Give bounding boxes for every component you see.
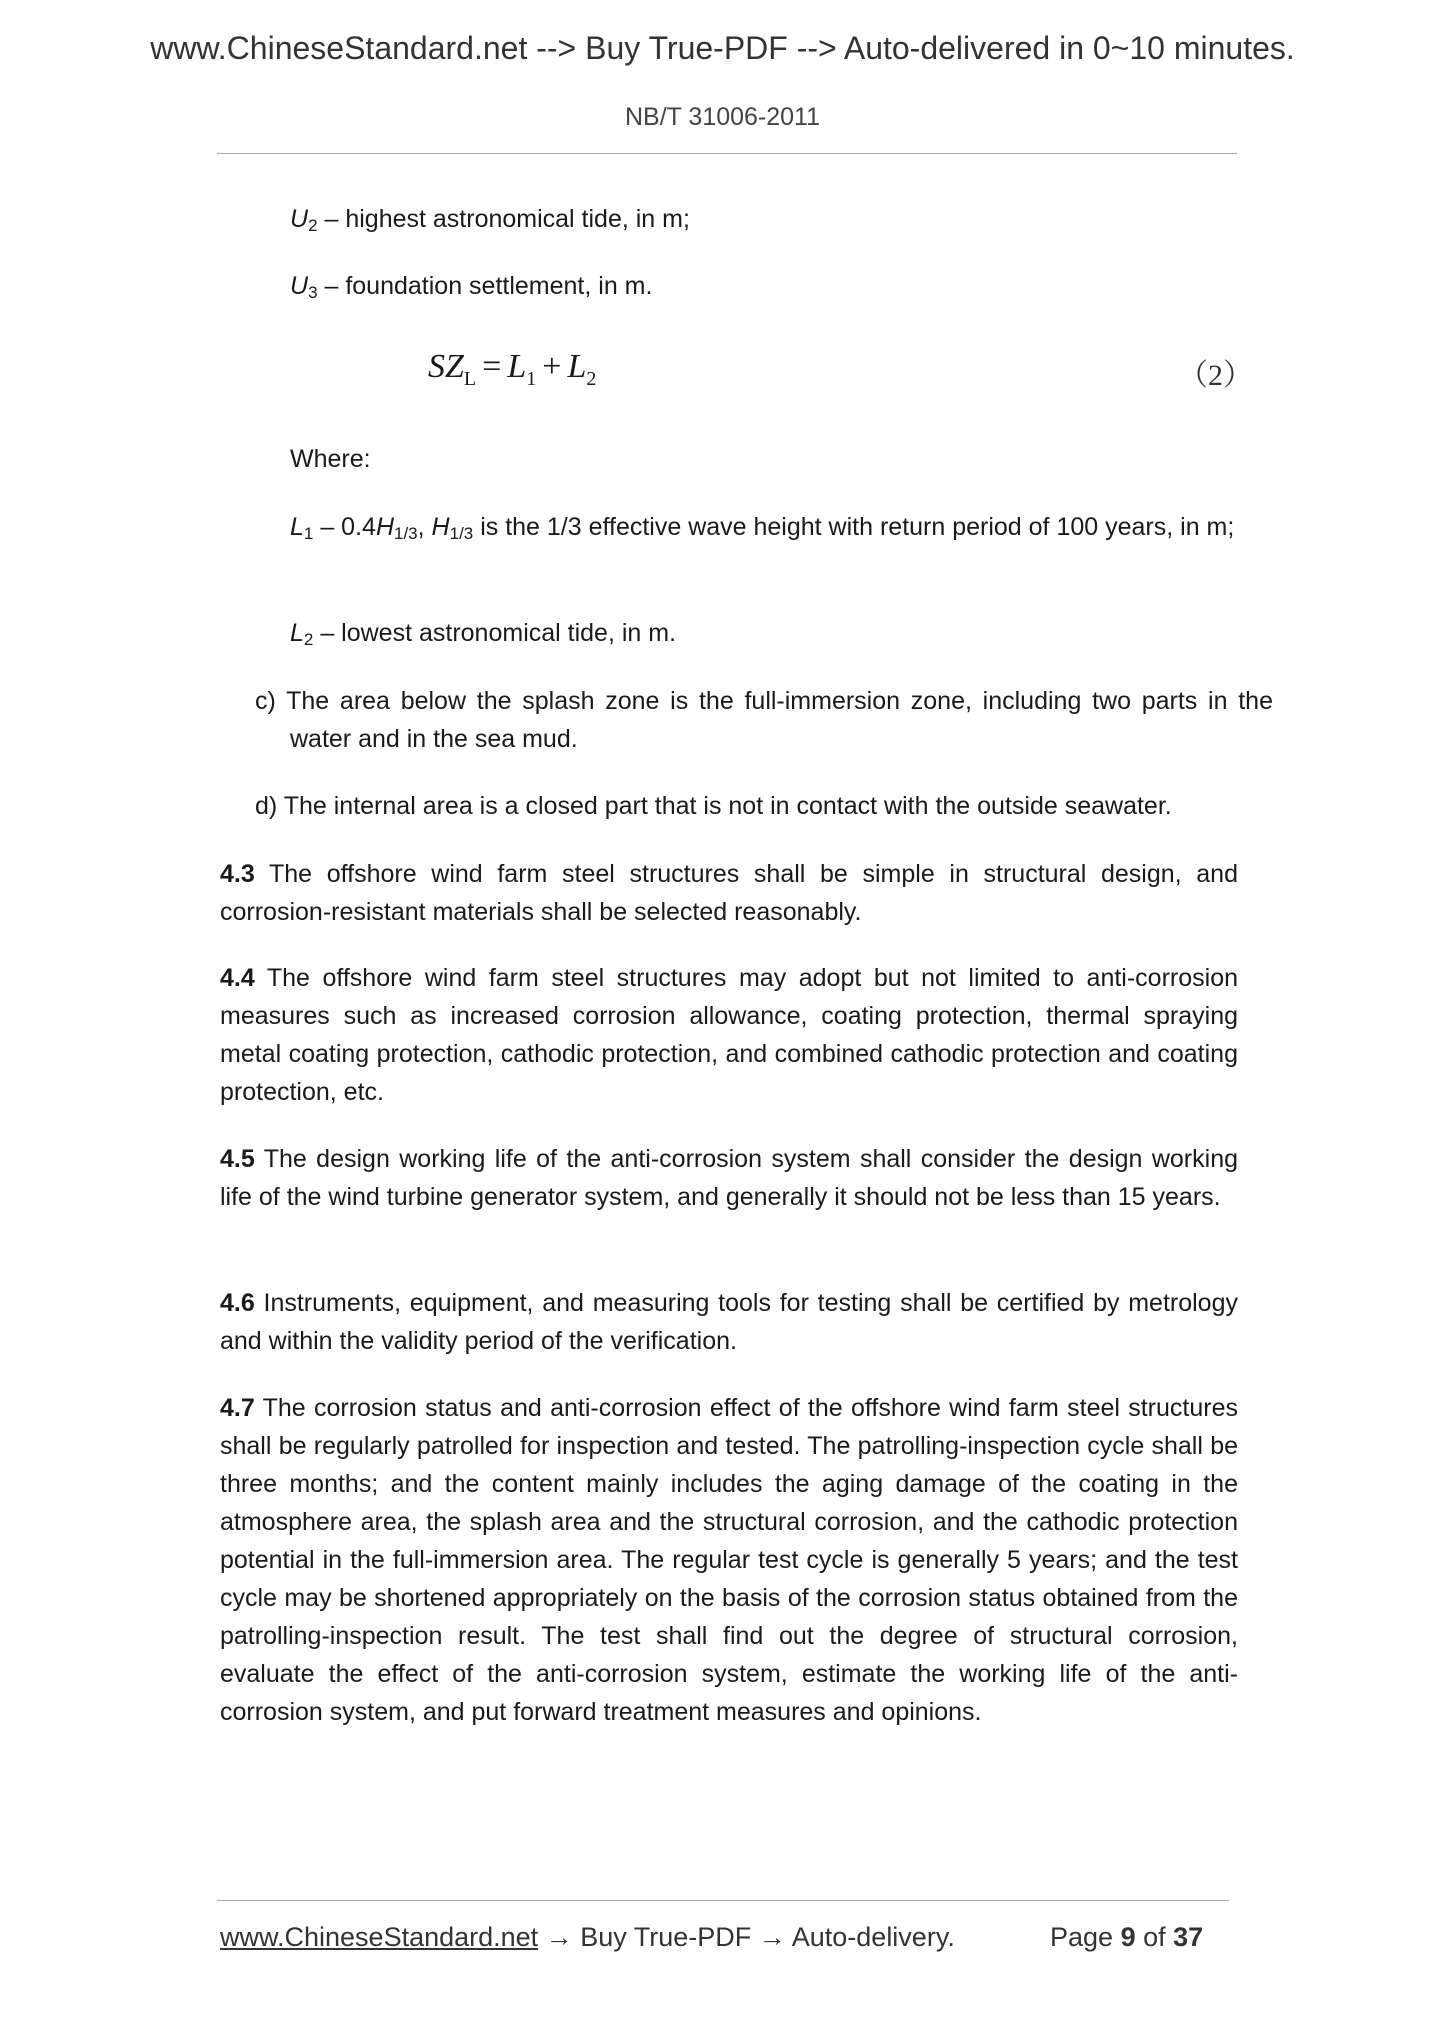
total-pages: 37 bbox=[1173, 1922, 1204, 1952]
clause-4-6 bbox=[220, 1284, 1238, 1360]
clause-text: The offshore wind farm steel structures may adopt but not limited to anti-corrosion measures such as increased corrosion allowance, coating protection, thermal spraying metal coating protection, cathodic protection, and combined cathodic protection and coating protection, etc. bbox=[220, 964, 1238, 1106]
formula-term-2: L bbox=[567, 348, 587, 385]
formula-2 bbox=[428, 348, 597, 390]
l1-coefficient: – 0.4 bbox=[313, 513, 376, 541]
h-symbol: H bbox=[375, 513, 394, 541]
clause-4-5 bbox=[220, 1140, 1238, 1216]
l2-subscript: 2 bbox=[303, 630, 314, 649]
formula-term-1: L bbox=[507, 348, 527, 385]
u3-subscript: 3 bbox=[308, 283, 318, 302]
formula-equals: = bbox=[482, 348, 502, 385]
u3-description: – foundation settlement, in m. bbox=[317, 272, 653, 300]
footer-divider bbox=[217, 1900, 1229, 1901]
h2-symbol: H bbox=[431, 513, 450, 541]
where-label: Where: bbox=[290, 445, 371, 473]
definition-l1 bbox=[290, 508, 1238, 546]
of-label: of bbox=[1135, 1922, 1174, 1952]
clause-number: 4.5 bbox=[220, 1145, 255, 1173]
clause-text: Instruments, equipment, and measuring tools for testing shall be certified by metrology and within the validity period of the verification. bbox=[220, 1289, 1238, 1355]
u3-symbol: U bbox=[290, 272, 309, 300]
item-d: d) The internal area is a closed part that is not in contact with the outside seawater. bbox=[255, 792, 1172, 820]
equation-number: （2） bbox=[1178, 359, 1253, 392]
definition-u2 bbox=[290, 200, 1238, 238]
header-divider bbox=[217, 153, 1237, 154]
formula-plus: + bbox=[542, 348, 562, 385]
page-label: Page bbox=[1050, 1922, 1121, 1952]
u2-description: – highest astronomical tide, in m; bbox=[317, 205, 690, 233]
clause-number: 4.4 bbox=[220, 964, 255, 992]
clause-number: 4.3 bbox=[220, 860, 255, 888]
clause-4-3 bbox=[220, 855, 1238, 931]
definition-u3 bbox=[290, 267, 1238, 305]
footer-promo-text: → Buy True-PDF → Auto-delivery. bbox=[538, 1922, 955, 1952]
clause-4-7 bbox=[220, 1389, 1238, 1731]
h-subscript: 1/3 bbox=[394, 524, 418, 543]
formula-lhs: SZ bbox=[428, 348, 464, 385]
site-banner: www.ChineseStandard.net --> Buy True-PDF --> Auto-delivered in 0~10 minutes. bbox=[150, 30, 1295, 66]
formula-term-2-subscript: 2 bbox=[586, 368, 597, 390]
clause-number: 4.7 bbox=[220, 1394, 255, 1422]
l1-comma: , bbox=[417, 513, 432, 541]
clause-text: The offshore wind farm steel structures shall be simple in structural design, and corrosion-resistant materials shall be selected reasonably. bbox=[220, 860, 1238, 926]
standard-number: NB/T 31006-2011 bbox=[624, 103, 821, 131]
item-c: c) The area below the splash zone is the full-immersion zone, including two parts in the water and in the sea mud. bbox=[255, 687, 1273, 753]
clause-text: The design working life of the anti-corrosion system shall consider the design working life of the wind turbine generator system, and generally it should not be less than 15 years. bbox=[220, 1145, 1238, 1211]
l1-description: is the 1/3 effective wave height with return period of 100 years, in m; bbox=[473, 513, 1235, 541]
l2-description: – lowest astronomical tide, in m. bbox=[313, 619, 677, 647]
l1-symbol: L bbox=[290, 513, 304, 541]
u2-subscript: 2 bbox=[308, 216, 318, 235]
formula-lhs-subscript: L bbox=[463, 368, 477, 390]
clause-4-4 bbox=[220, 959, 1238, 1111]
definition-l2 bbox=[290, 614, 1238, 652]
clause-text: The corrosion status and anti-corrosion effect of the offshore wind farm steel structures shall be regularly patrolled for inspection and tested. The patrolling-inspection cycle shall be three months; and the content mainly includes the aging damage of the coating in the atmosphere area, the splash area and the structural corrosion, and the cathodic protection potential in the full-immersion area. The regular test cycle is generally 5 years; and the test cycle may be shortened appropriately on the basis of the corrosion status obtained from the patrolling-inspection result. The test shall find out the degree of structural corrosion, evaluate the effect of the anti-corrosion system, estimate the working life of the anti-corrosion system, and put forward treatment measures and opinions. bbox=[220, 1394, 1238, 1726]
h2-subscript: 1/3 bbox=[449, 524, 474, 543]
footer-site-link[interactable]: www.ChineseStandard.net bbox=[220, 1922, 539, 1952]
l1-subscript: 1 bbox=[303, 524, 314, 543]
clause-number: 4.6 bbox=[220, 1289, 255, 1317]
formula-term-1-subscript: 1 bbox=[526, 368, 537, 390]
l2-symbol: L bbox=[290, 619, 304, 647]
u2-symbol: U bbox=[290, 205, 309, 233]
page-indicator bbox=[1050, 1922, 1203, 1953]
current-page: 9 bbox=[1120, 1922, 1136, 1952]
footer-promo bbox=[220, 1922, 955, 1953]
